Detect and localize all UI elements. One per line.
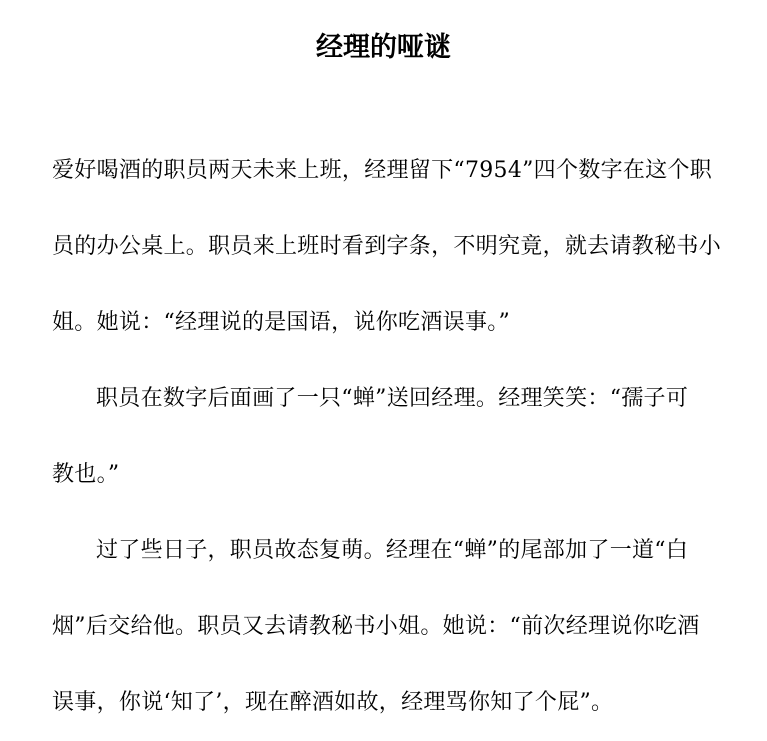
- paragraph-1-line-2: 员的办公桌上。职员来上班时看到字条，不明究竟，就去请教秘书小: [52, 234, 722, 259]
- paragraph-3-line-1: 过了些日子，职员故态复萌。经理在“蝉”的尾部加了一道“白: [96, 538, 689, 563]
- paragraph-1-line-3: 姐。她说：“经理说的是国语，说你吃酒误事。”: [52, 310, 511, 335]
- paragraph-3-line-3: 误事，你说‘知了’，现在醉酒如故，经理骂你知了个屁”。: [52, 690, 614, 715]
- paragraph-2-line-1: 职员在数字后面画了一只“蝉”送回经理。经理笑笑：“孺子可: [96, 386, 689, 411]
- document-title: 经理的哑谜: [316, 32, 451, 63]
- paragraph-2-line-2: 教也。”: [52, 462, 120, 487]
- story-body: [52, 133, 724, 741]
- paragraph-3-line-2: 烟”后交给他。职员又去请教秘书小姐。她说：“前次经理说你吃酒: [52, 614, 700, 639]
- paragraph-1-line-1: 爱好喝酒的职员两天未来上班，经理留下“7954”四个数字在这个职: [52, 158, 713, 183]
